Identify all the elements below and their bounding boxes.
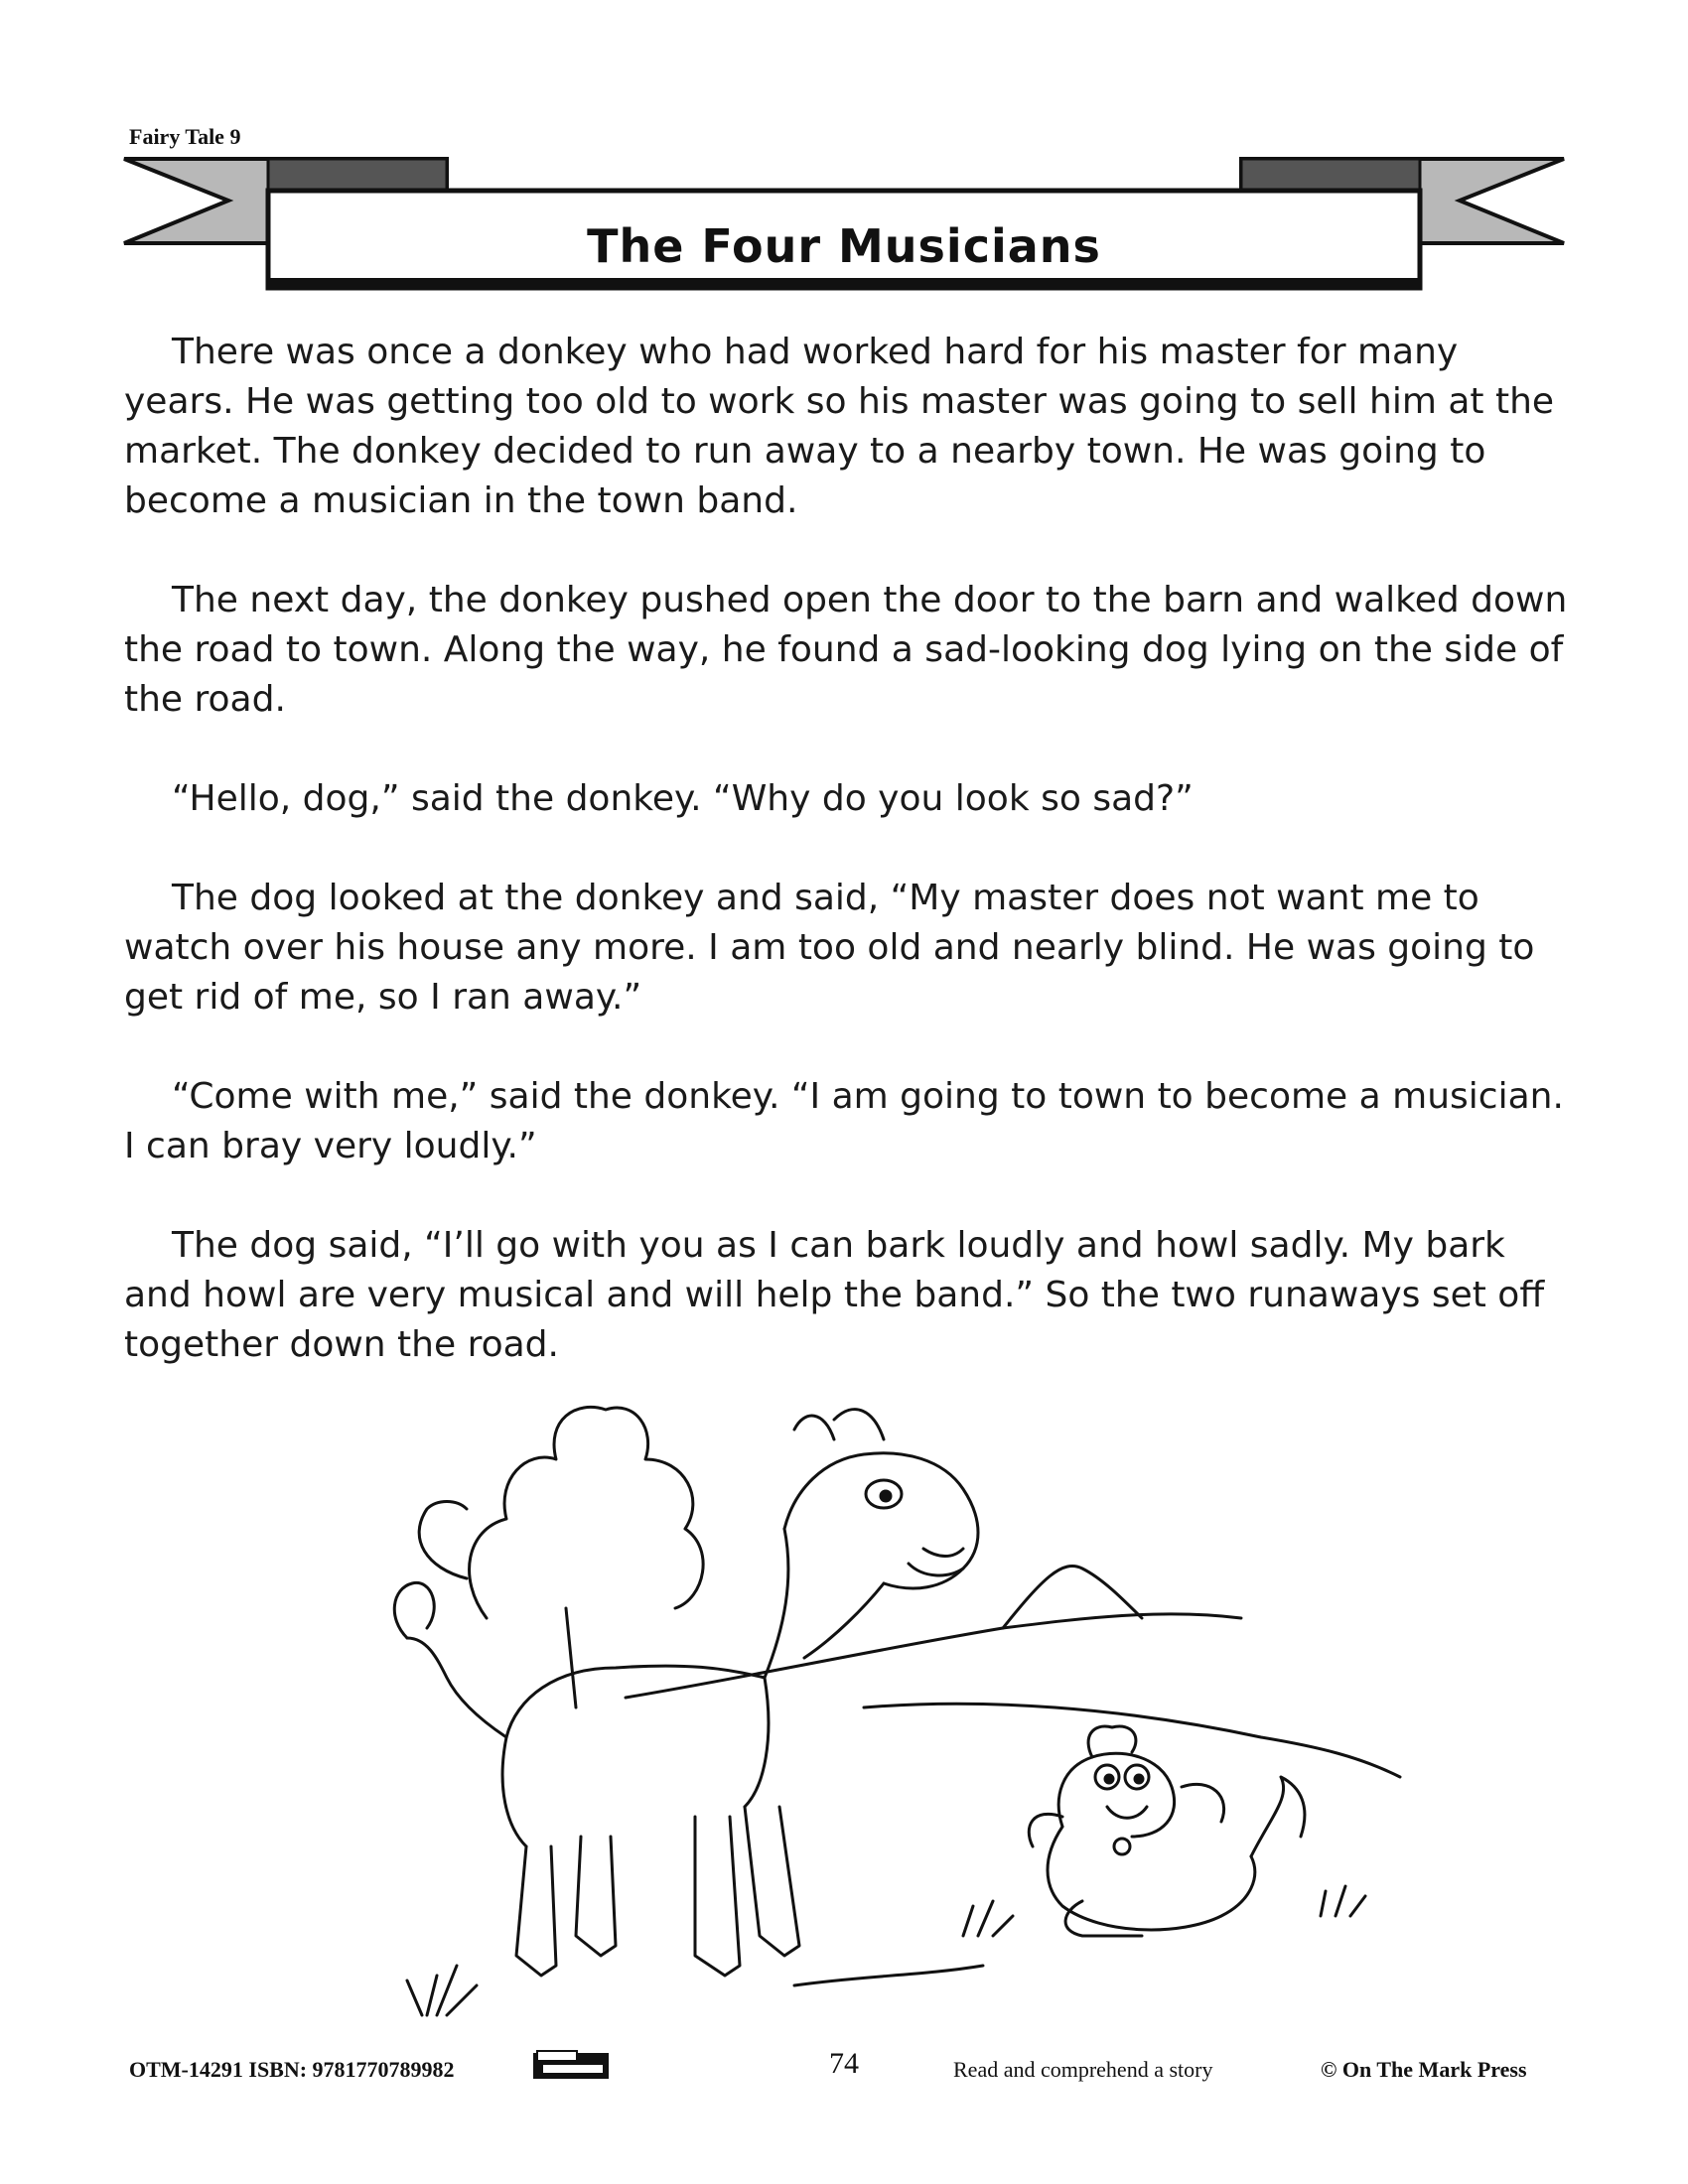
copyright-notice: © On The Mark Press <box>1321 2057 1527 2082</box>
story-paragraph: There was once a donkey who had worked hard for his master for many years. He was getting too old to work so his master was going to sell him at the market. The donkey decided to run away to a nearby town. He was going to become a musician in the town band. <box>124 332 1555 521</box>
page-number: 74 <box>829 2047 859 2080</box>
story-paragraph: “Hello, dog,” said the donkey. “Why do you look so sad?” <box>172 778 1194 819</box>
subject-label: Read and comprehend a story <box>953 2057 1213 2082</box>
page-footer <box>0 2045 1688 2085</box>
story-paragraph: The dog looked at the donkey and said, “My master does not want me to watch over his house any more. I am too old and nearly blind. He was going to get rid of me, so I ran away.” <box>124 878 1535 1018</box>
story-text <box>124 328 1574 1420</box>
page-title: The Four Musicians <box>587 219 1101 273</box>
book-icon <box>531 2049 613 2089</box>
donkey-and-dog-illustration <box>367 1380 1420 2035</box>
series-label: Fairy Tale 9 <box>129 124 241 149</box>
story-paragraph: The dog said, “I’ll go with you as I can bark loudly and howl sadly. My bark and howl are very musical and will help the band.” So the two runaways set off together down the road. <box>124 1225 1545 1365</box>
story-paragraph: The next day, the donkey pushed open the door to the barn and walked down the road to town. Along the way, he found a sad-looking dog lying on the side of the road. <box>124 580 1568 720</box>
donkey-and-dog-drawing-icon <box>367 1380 1420 2035</box>
story-paragraph: “Come with me,” said the donkey. “I am going to town to become a musician. I can bray very loudly.” <box>124 1076 1564 1166</box>
title-banner <box>119 149 1569 298</box>
product-code: OTM-14291 ISBN: 9781770789982 <box>129 2057 455 2082</box>
